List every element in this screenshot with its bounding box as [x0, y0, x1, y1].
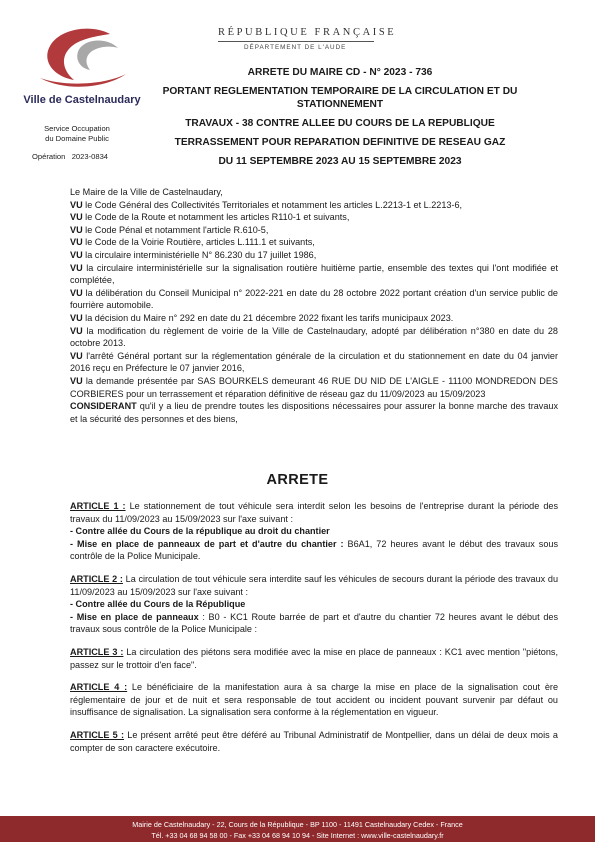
considerant-text: la circulaire interministérielle sur la signalisation routière huitième partie, ensemble des textes qui l'ont modifiée et complétée, [70, 262, 558, 286]
considerant-lead: CONSIDERANT [70, 401, 137, 412]
arrete-object-cont: STATIONNEMENT [296, 99, 384, 110]
article-bullet [70, 611, 558, 636]
town-logo [22, 26, 142, 110]
considerant-text: qu'il y a lieu de prendre toutes les dispositions nécessaires pour assurer la bonne marche des travaux et la sécurité des personnes et des biens, [70, 401, 558, 424]
arrete-heading: ARRETE [266, 472, 329, 488]
considerant-text: le Code de la Route et notamment les articles R110-1 et suivants, [82, 212, 350, 223]
considerant-text: le Code de la Voirie Routière, articles L.111.1 et suivants, [82, 237, 315, 248]
town-name: Ville de Castelnaudary [23, 94, 141, 106]
article-heading: ARTICLE 5 : [70, 729, 125, 740]
operation-label: Opération [32, 152, 66, 161]
article-5 [70, 729, 558, 754]
considerant-text: le Code Pénal et notamment l'article R.610-5, [82, 224, 269, 235]
considerant-lead: VU [70, 312, 83, 323]
considerant-lead: VU [70, 237, 83, 248]
arrete-number: ARRETE DU MAIRE CD - N° 2023 - 736 [247, 67, 433, 78]
article-bullet: - Contre allée du Cours de la République [70, 599, 246, 610]
operation-reference [32, 152, 108, 161]
article-bullet-bold: - Mise en place de panneaux [70, 611, 199, 622]
considerant-item [70, 224, 558, 237]
considerant-item [70, 262, 558, 287]
considerants [70, 186, 558, 425]
considerant-item [70, 249, 558, 262]
considerant-item [70, 350, 558, 375]
article-heading: ARTICLE 1 : [70, 501, 126, 511]
article-heading: ARTICLE 2 : [70, 573, 123, 584]
considerant-lead: VU [70, 262, 83, 273]
considerant-item [70, 375, 558, 400]
article-bullet-text: : B0 - KC1 Route barrée de part et d'autre du chantier 72 heures avant le début des travaux sous contrôle de la Police Municipale : [70, 611, 558, 635]
considerant-item [70, 211, 558, 224]
service-line: Service Occupation [44, 124, 110, 133]
article-text: Le bénéficiaire de la manifestation aura à sa charge la mise en place de la signalisation cout ère réglementaire de jour et de nuit et sera responsable de tout accident ou incident pouvant survenir par défaut ou insuffisance de signalisation. La signalisation sera conforme à la réglementation en vigueur. [70, 682, 558, 718]
considerant-text: l'arrêté Général portant sur la réglementation générale de la circulation et du stationnement en date du 04 janvier 2016 reçu en Préfecture le 07 janvier 2016, [70, 350, 558, 374]
considerant-item [70, 199, 558, 212]
considerant-item [70, 325, 558, 350]
considerant-text: la décision du Maire n° 292 en date du 21 décembre 2022 fixant les tarifs municipaux 2023. [82, 312, 454, 323]
considerant-lead: VU [70, 249, 83, 260]
article-text: Le présent arrêté peut être déféré au Tribunal Administratif de Montpellier, dans un délai de deux mois a compter de son caractere exécutoire. [70, 729, 558, 753]
operation-number: 2023-0834 [71, 152, 109, 161]
departement-heading: DÉPARTEMENT DE L'AUDE [244, 44, 347, 51]
castelnaudary-logo-icon [22, 26, 142, 92]
considerant-item [70, 312, 558, 325]
intro-line: Le Maire de la Ville de Castelnaudary, [70, 187, 223, 197]
article-3 [70, 646, 558, 671]
article-2 [70, 573, 558, 636]
article-text: La circulation de tout véhicule sera interdite sauf les véhicules de secours durant la période des travaux du 11/09/2023 au 15/09/2023 sur l'axe suivant : [70, 573, 558, 597]
service-line: du Domaine Public [45, 134, 109, 143]
republique-divider [218, 41, 374, 42]
articles [70, 500, 558, 764]
considerant-text: la délibération du Conseil Municipal n° 2022-221 en date du 28 octobre 2022 portant création d'un service public de fourrière automobile. [70, 287, 558, 311]
article-text: Le stationnement de tout véhicule sera interdit selon les besoins de l'entreprise durant la période des travaux du 11/09/2023 au 15/09/2023 sur l'axe suivant : [70, 501, 558, 524]
considerant-lead: VU [70, 287, 83, 298]
article-text: La circulation des piétons sera modifiée avec la mise en place de panneaux : KC1 avec mention "piétons, passez sur le trottoir d'en face". [70, 646, 558, 670]
considerant-lead: VU [70, 325, 83, 336]
footer-address: Mairie de Castelnaudary - 22, Cours de la République - BP 1100 - 11491 Castelnaudary Cedex - France [132, 820, 463, 829]
considerant-text: la demande présentée par SAS BOURKELS demeurant 46 RUE DU NID DE L'AIGLE - 11100 MONDREDON DES CORBIERES pour un terrassement et réparation définitive de réseau gaz du 11/09/2023 au 15/09/2023 [70, 375, 558, 399]
service-label [22, 124, 132, 144]
considerant-lead: VU [70, 212, 83, 223]
article-1 [70, 500, 558, 563]
travaux-location: TRAVAUX - 38 CONTRE ALLEE DU COURS DE LA REPUBLIQUE [185, 118, 495, 129]
travaux-nature: TERRASSEMENT POUR REPARATION DEFINITIVE DE RESEAU GAZ [174, 137, 506, 148]
considerant-lead: VU [70, 375, 83, 386]
travaux-dates: DU 11 SEPTEMBRE 2023 AU 15 SEPTEMBRE 2023 [218, 156, 462, 167]
article-heading: ARTICLE 4 : [70, 682, 128, 693]
arrete-title-block [150, 66, 530, 168]
republique-heading: RÉPUBLIQUE FRANÇAISE [218, 27, 397, 38]
considerant-lead: VU [70, 224, 83, 235]
considerant-lead: VU [70, 350, 83, 361]
considerant-item [70, 236, 558, 249]
article-bullet-text: B6A1, 72 heures avant le début des travaux sous contrôle de la Police Municipale. [70, 538, 558, 562]
footer-contact: Tél. +33 04 68 94 58 00 - Fax +33 04 68 94 10 94 - Site Internet : www.ville-castelnaudary.fr [151, 831, 444, 840]
considerant-text: la circulaire interministérielle N° 86.230 du 17 juillet 1986, [82, 249, 317, 260]
article-heading: ARTICLE 3 : [70, 646, 124, 657]
considerant-item [70, 287, 558, 312]
considerant-text: le Code Général des Collectivités Territoriales et notamment les articles L.2213-1 et L.2213-6, [82, 199, 463, 210]
article-bullet: - Contre allée du Cours de la république au droit du chantier [70, 526, 330, 537]
arrete-object: PORTANT REGLEMENTATION TEMPORAIRE DE LA CIRCULATION ET DU [162, 86, 518, 97]
article-bullet-bold: - Mise en place de panneaux de part et d'autre du chantier : [70, 538, 344, 549]
considerant-lead: VU [70, 199, 83, 210]
page-footer [0, 816, 595, 842]
considerant-text: la modification du règlement de voirie de la Ville de Castelnaudary, adopté par délibération n°380 en date du 28 octobre 2013. [70, 325, 558, 349]
article-4 [70, 681, 558, 719]
article-bullet [70, 538, 558, 563]
considerant-item [70, 400, 558, 425]
